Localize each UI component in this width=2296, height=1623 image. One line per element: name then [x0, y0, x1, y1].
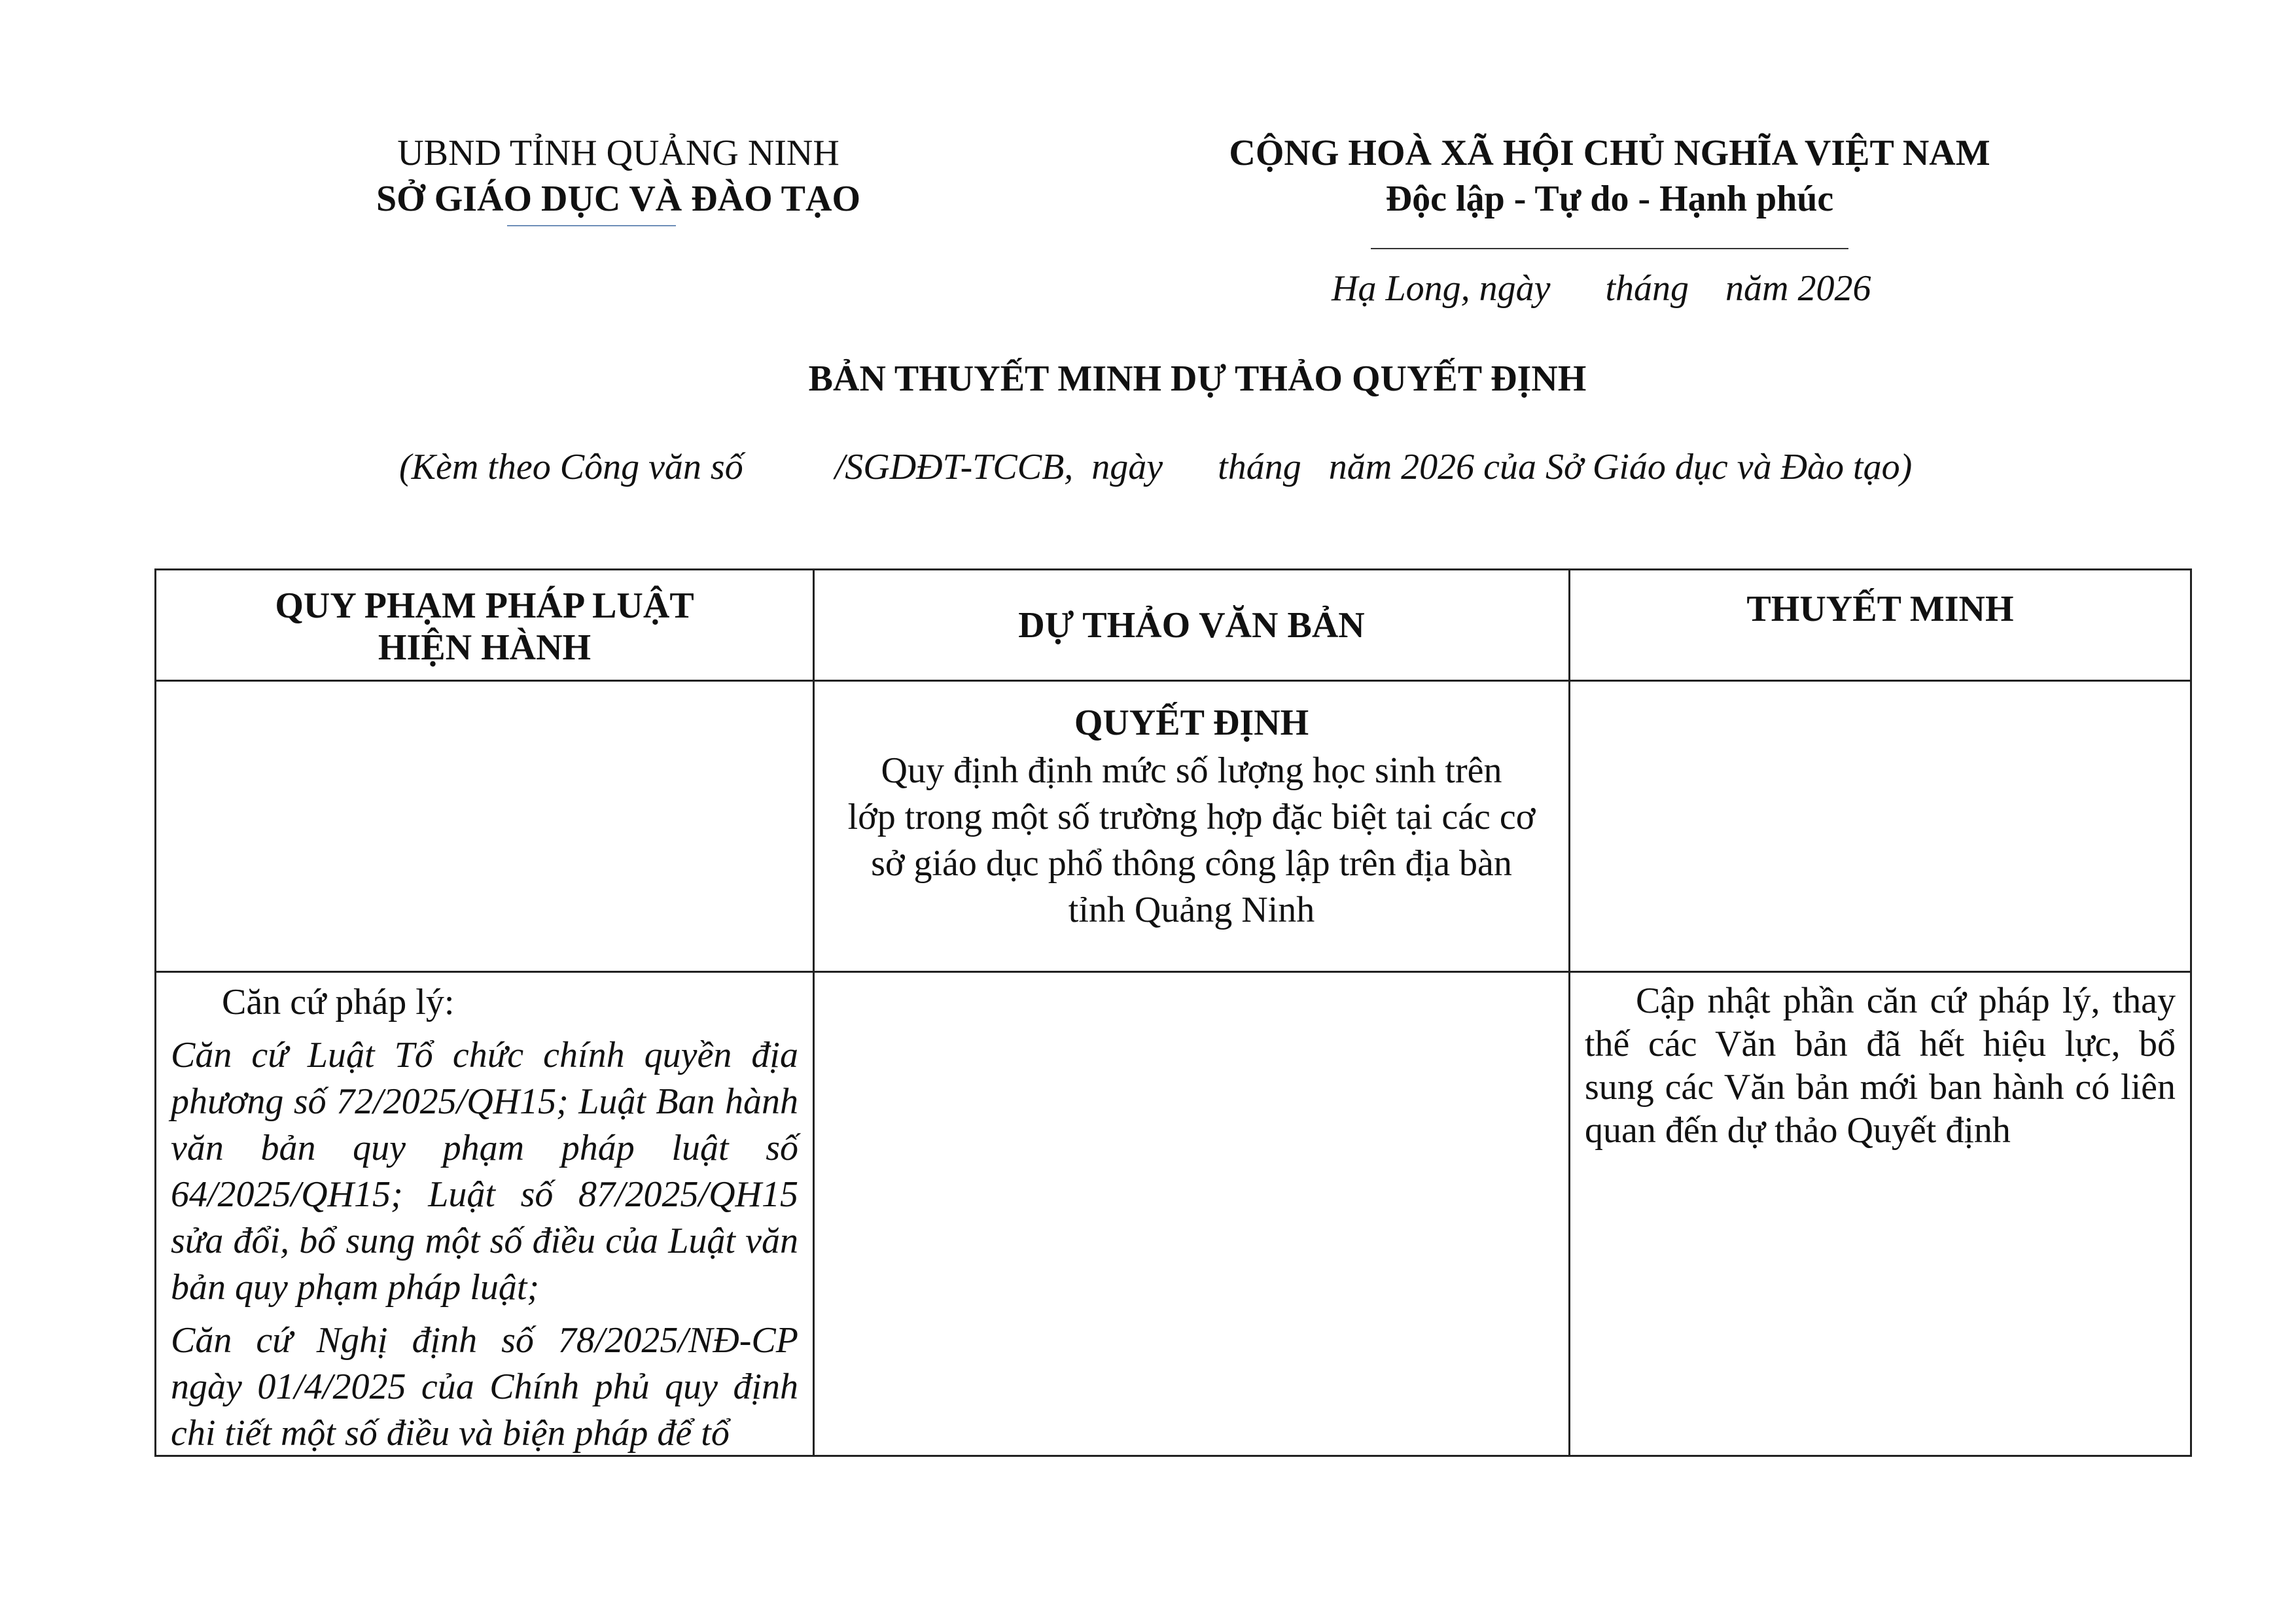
- national-motto: Độc lập - Tự do - Hạnh phúc: [1385, 179, 1834, 219]
- header-explanation-label: THUYẾT MINH: [1746, 589, 2014, 629]
- document-subtitle: (Kèm theo Công văn số /SGDĐT-TCCB, ngày tháng năm 2026 của Sở Giáo dục và Đào tạo): [399, 447, 1913, 487]
- row2-draft-cell: [814, 972, 1570, 1456]
- org-name: SỞ GIÁO DỤC VÀ ĐÀO TẠO: [376, 179, 861, 219]
- table-row: [156, 681, 2191, 972]
- document-title: BẢN THUYẾT MINH DỰ THẢO QUYẾT ĐỊNH: [808, 358, 1587, 399]
- explanation-text: Cập nhật phần căn cứ pháp lý, thay thế các Văn bản đã hết hiệu lực, bổ sung các Văn bản mới ban hành có liên quan đến dự thảo Quyết định: [1585, 981, 2176, 1151]
- header-current-law: [156, 570, 814, 681]
- motto-underline: [1371, 248, 1848, 249]
- place-date: Hạ Long, ngày tháng năm 2026: [1332, 268, 1871, 309]
- row2-explanation-cell: [1570, 972, 2191, 1456]
- decision-subject-line3: sở giáo dục phổ thông công lập trên địa bàn: [871, 843, 1512, 884]
- header-draft: [814, 570, 1570, 681]
- explanation-table: [154, 568, 2192, 1457]
- legal-basis-item: Căn cứ Luật Tổ chức chính quyền địa phương số 72/2025/QH15; Luật Ban hành văn bản quy phạm pháp luật số 64/2025/QH15; Luật số 87/2025/QH15 sửa đổi, bổ sung một số điều của Luật văn bản quy phạm pháp luật;: [171, 1035, 798, 1308]
- header-current-law-line2: HIỆN HÀNH: [378, 627, 592, 668]
- decision-subject-line2: lớp trong một số trường hợp đặc biệt tại các cơ: [847, 797, 1536, 837]
- decision-subject-line4: tỉnh Quảng Ninh: [1068, 890, 1315, 930]
- org-parent: UBND TỈNH QUẢNG NINH: [397, 133, 839, 173]
- header-draft-label: DỰ THẢO VĂN BẢN: [1018, 604, 1365, 646]
- row2-current-law-cell: [156, 972, 814, 1456]
- legal-basis-item: Căn cứ Nghị định số 78/2025/NĐ-CP ngày 01/4/2025 của Chính phủ quy định chi tiết một số điều và biện pháp để tổ: [171, 1320, 798, 1454]
- table-header-row: [156, 570, 2191, 681]
- decision-title: QUYẾT ĐỊNH: [1074, 703, 1309, 743]
- header-explanation: [1570, 570, 2191, 681]
- legal-basis-label: Căn cứ pháp lý:: [222, 982, 455, 1022]
- org-underline: [507, 225, 676, 226]
- row1-draft-cell: [814, 681, 1570, 972]
- national-title: CỘNG HOÀ XÃ HỘI CHỦ NGHĨA VIỆT NAM: [1229, 133, 1990, 173]
- header-current-law-line1: QUY PHẠM PHÁP LUẬT: [275, 585, 694, 626]
- table-row: [156, 972, 2191, 1456]
- decision-subject-line1: Quy định định mức số lượng học sinh trên: [881, 750, 1502, 791]
- row1-explanation-cell: [1570, 681, 2191, 972]
- row1-current-law-cell: [156, 681, 814, 972]
